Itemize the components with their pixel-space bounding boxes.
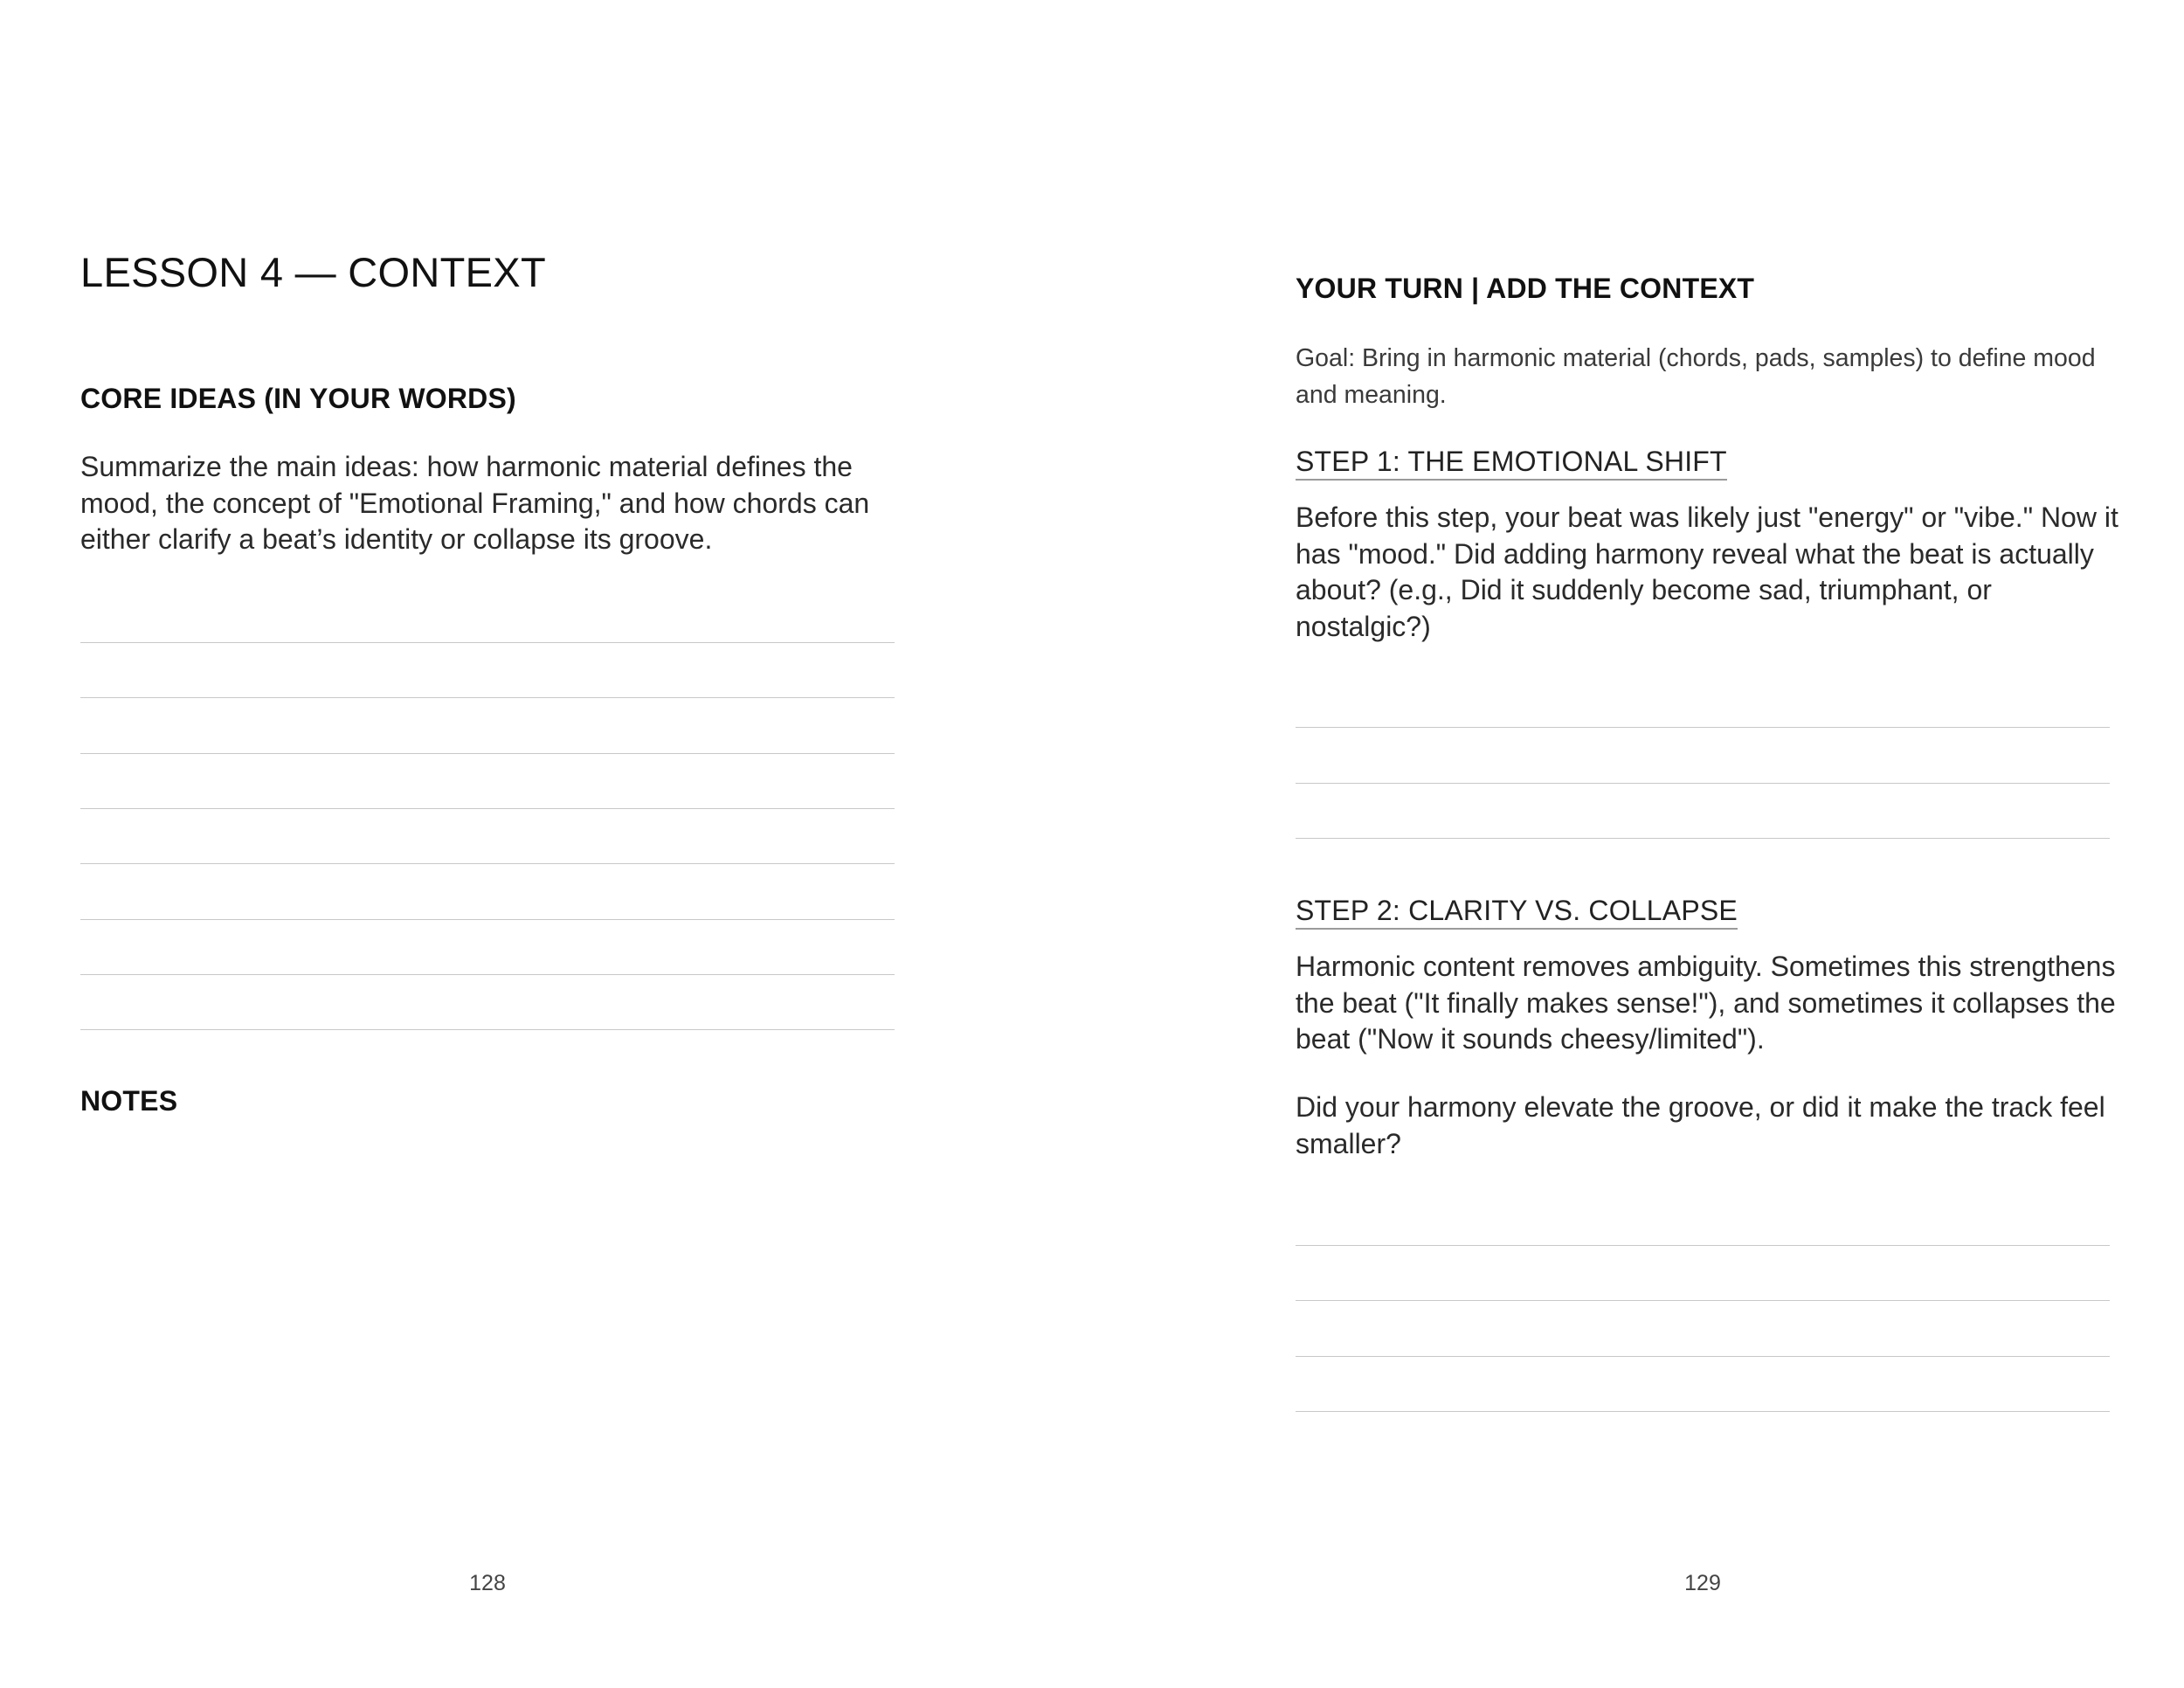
writing-line[interactable] [80, 642, 895, 643]
writing-line[interactable] [80, 974, 895, 975]
step2-question: Did your harmony elevate the groove, or did it make the track feel smaller? [1296, 1091, 2105, 1159]
lesson-title: LESSON 4 — CONTEXT [80, 249, 546, 295]
page-number-left: 128 [469, 1571, 506, 1595]
step2-prompt: Harmonic content removes ambiguity. Sometimes this strengthens the beat ("It finally makes sense!"), and sometimes it collapses the beat ("Now it sounds cheesy/limited"). [1296, 951, 2116, 1055]
step2-writing-lines[interactable] [1296, 0, 2110, 1485]
step1-heading: STEP 1: THE EMOTIONAL SHIFT [1296, 446, 1727, 481]
your-turn-heading: YOUR TURN | ADD THE CONTEXT [1296, 273, 1755, 304]
writing-line[interactable] [1296, 1245, 2110, 1246]
writing-line[interactable] [1296, 1356, 2110, 1357]
core-ideas-prompt: Summarize the main ideas: how harmonic material defines the mood, the concept of "Emotional Framing," and how chords can either clarify a beat’s identity or collapse its groove. [80, 451, 870, 555]
writing-line[interactable] [80, 919, 895, 920]
right-page [1092, 0, 2184, 1688]
core-ideas-writing-lines[interactable] [80, 0, 895, 1048]
notes-heading: NOTES [80, 1085, 178, 1117]
goal-text: Goal: Bring in harmonic material (chords, pads, samples) to define mood and meaning. [1296, 344, 2096, 409]
core-ideas-heading: CORE IDEAS (IN YOUR WORDS) [80, 383, 516, 414]
writing-line[interactable] [80, 753, 895, 754]
step2-heading: STEP 2: CLARITY VS. COLLAPSE [1296, 895, 1738, 930]
writing-line[interactable] [80, 1029, 895, 1030]
writing-line[interactable] [80, 863, 895, 864]
writing-line[interactable] [1296, 1411, 2110, 1412]
step1-prompt: Before this step, your beat was likely just "energy" or "vibe." Now it has "mood." Did adding harmony reveal what the beat is actually about? (e.g., Did it suddenly become sad, triumphant, or nostalgic?) [1296, 502, 2118, 642]
writing-line[interactable] [1296, 1300, 2110, 1301]
writing-line[interactable] [80, 808, 895, 809]
writing-line[interactable] [80, 697, 895, 698]
page-number-right: 129 [1684, 1571, 1721, 1595]
